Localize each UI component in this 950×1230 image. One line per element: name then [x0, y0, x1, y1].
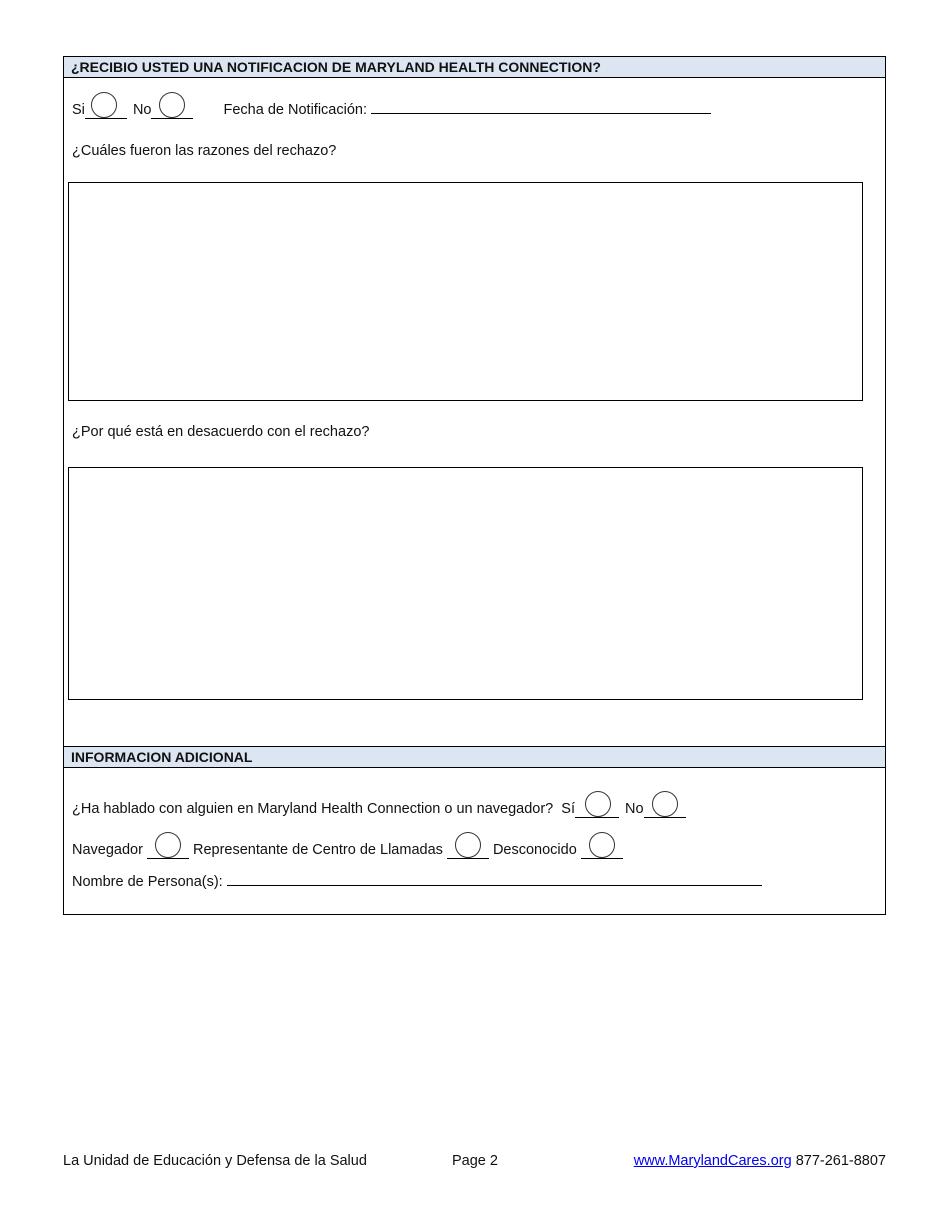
footer-page-number: Page 2: [452, 1153, 498, 1169]
reasons-textarea[interactable]: [68, 182, 863, 401]
reasons-question: ¿Cuáles fueron las razones del rechazo?: [72, 143, 337, 159]
footer-contact: [634, 1153, 886, 1169]
unknown-label: Desconocido: [492, 842, 577, 858]
call-center-label: Representante de Centro de Llamadas: [193, 842, 443, 858]
contact-yes-blank: [575, 791, 619, 818]
notification-section: [63, 56, 886, 748]
contact-no-blank: [644, 791, 686, 818]
contact-type-row: [72, 832, 623, 859]
contact-yes-label: Sí: [561, 801, 575, 817]
phone-number: 877-261-8807: [795, 1153, 886, 1169]
footer-organization: La Unidad de Educación y Defensa de la Salud: [63, 1153, 367, 1169]
contact-no-radio[interactable]: [652, 791, 678, 817]
contact-yes-radio[interactable]: [585, 791, 611, 817]
navigator-radio[interactable]: [155, 832, 181, 858]
yes-label: Si: [72, 102, 85, 118]
notification-section-title: ¿RECIBIO USTED UNA NOTIFICACION DE MARYLAND HEALTH CONNECTION?: [64, 57, 885, 78]
navigator-blank: [147, 832, 189, 859]
notification-date-field[interactable]: [371, 112, 711, 114]
notification-yes-radio[interactable]: [91, 92, 117, 118]
website-link[interactable]: www.MarylandCares.org: [633, 1153, 792, 1169]
call-center-blank: [447, 832, 489, 859]
contact-no-label: No: [625, 801, 644, 817]
additional-section: [63, 746, 886, 915]
notification-date-label: Fecha de Notificación:: [223, 102, 367, 118]
disagree-question: ¿Por qué está en desacuerdo con el rechazo?: [72, 424, 370, 440]
person-name-label: Nombre de Persona(s):: [72, 874, 223, 890]
additional-section-title: INFORMACION ADICIONAL: [64, 747, 885, 768]
navigator-label: Navegador: [72, 842, 143, 858]
no-label: No: [132, 102, 152, 118]
person-name-row: [72, 874, 762, 890]
notification-received-row: [72, 92, 711, 119]
notification-no-radio[interactable]: [159, 92, 185, 118]
contact-row: [72, 791, 686, 818]
no-blank: [151, 92, 193, 119]
unknown-radio[interactable]: [589, 832, 615, 858]
yes-blank: [85, 92, 127, 119]
disagree-textarea[interactable]: [68, 467, 863, 700]
call-center-radio[interactable]: [455, 832, 481, 858]
person-name-field[interactable]: [227, 884, 762, 886]
unknown-blank: [581, 832, 623, 859]
contact-question: ¿Ha hablado con alguien en Maryland Health Connection o un navegador?: [72, 801, 554, 817]
